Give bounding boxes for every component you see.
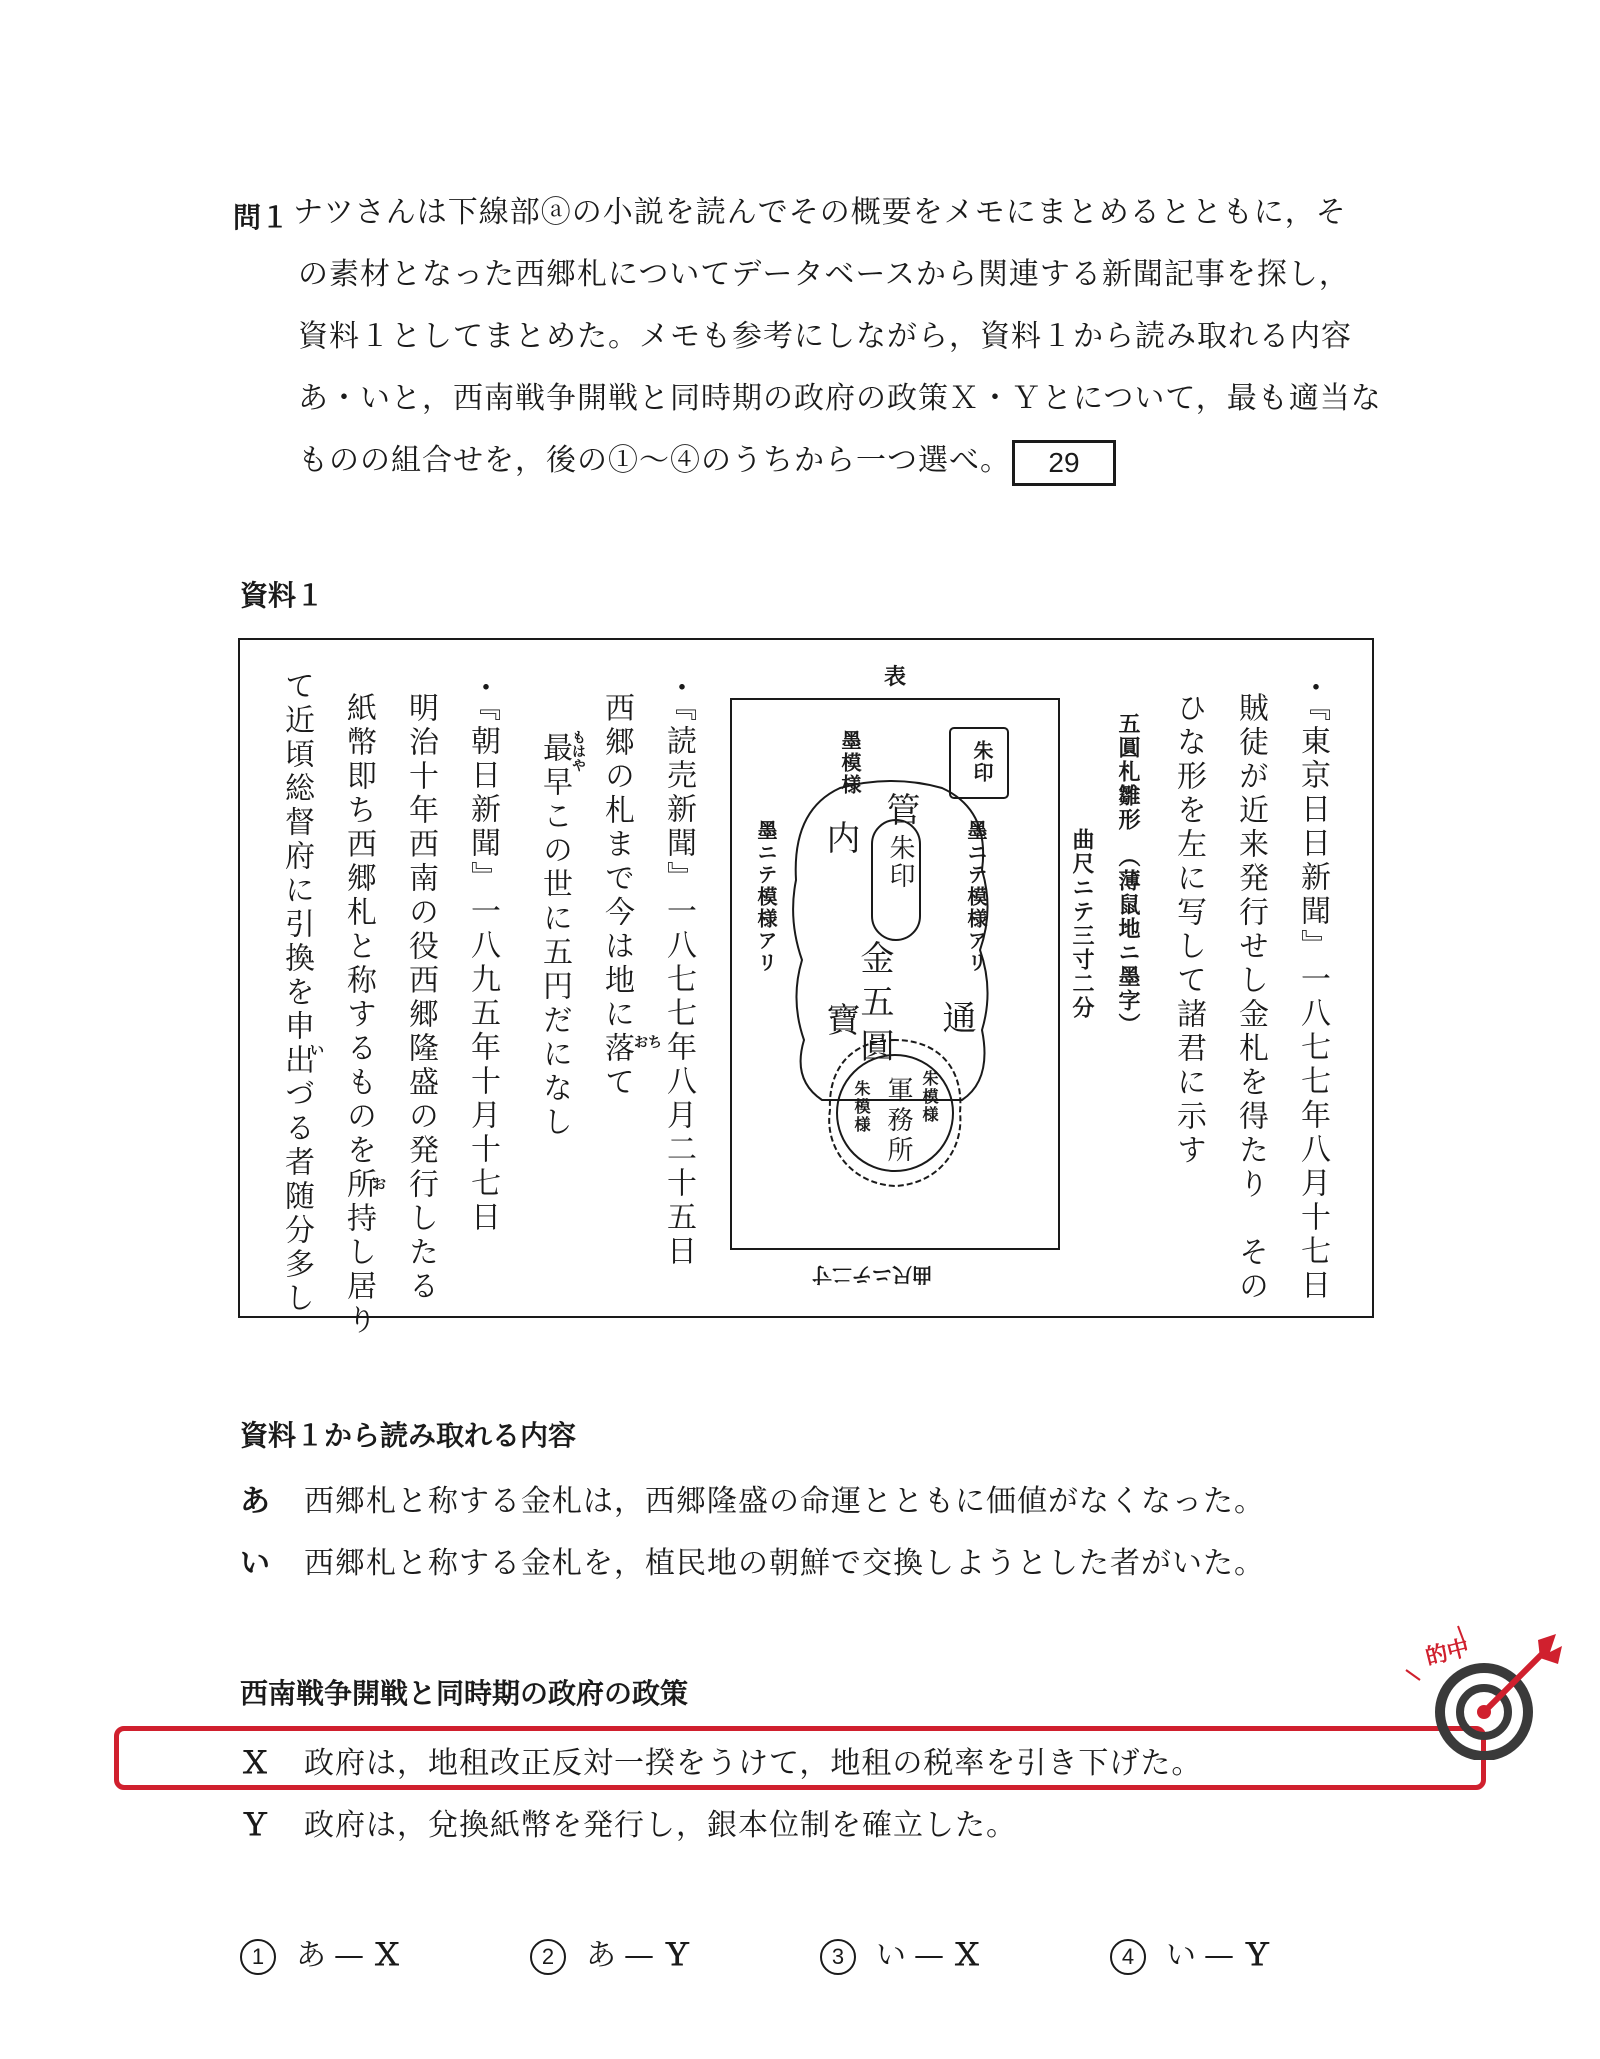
note-front-label: 表 [884, 665, 907, 690]
question-line-1: ナツさんは下線部ⓐの小説を読んでその概要をメモにまとめるとともに，そ [293, 195, 1347, 230]
note-seal-pattern-left: 朱模様 [852, 1080, 871, 1134]
yomiuri-body-1: 西郷の札まで今は地に落て [599, 692, 634, 1100]
furigana-ochi: おち [634, 1035, 662, 1051]
choice-1-dash: — [334, 1938, 364, 1973]
statement-a-key: あ [240, 1484, 271, 1519]
question-line-5: ものの組合せを，後の①〜④のうちから一つ選べ。 [298, 443, 1011, 478]
question-line-4: あ・いと，西南戦争開戦と同時期の政府の政策Ｘ・Ｙとについて，最も適当な [298, 381, 1382, 416]
note-nai: 内 [820, 820, 860, 864]
choice-4-right: Ｙ [1242, 1939, 1272, 1972]
yomiuri-header: ・『読売新聞』一八七七年八月二十五日 [661, 672, 696, 1269]
choice-2-right: Ｙ [662, 1939, 692, 1972]
note-ho: 寶 [820, 1002, 860, 1046]
choice-4[interactable] [1110, 1930, 1272, 1975]
choice-1-right: Ｘ [372, 1939, 402, 1972]
choice-3[interactable] [820, 1930, 982, 1975]
choice-4-left: い [1166, 1938, 1196, 1973]
furigana-i: い [310, 1043, 324, 1059]
choice-2-left: あ [586, 1938, 616, 1973]
section-b-title: 西南戦争開戦と同時期の政府の政策 [240, 1677, 689, 1710]
choice-3-dash: — [914, 1938, 944, 1973]
furigana-o: お [372, 1177, 386, 1193]
note-size-caption: 曲尺ニテ三寸二分 [1069, 828, 1094, 1020]
note-seal-pattern-right: 朱模様 [920, 1070, 939, 1124]
statement-i-key: い [240, 1546, 271, 1581]
question-line-2: の素材となった西郷札についてデータベースから関連する新聞記事を探し， [298, 257, 1350, 292]
statement-a [240, 1476, 1265, 1520]
answer-number-box: 29 [1012, 440, 1116, 486]
asahi-body-1: 明治十年西南の役西郷隆盛の発行したる [403, 692, 438, 1304]
asahi-header: ・『朝日新聞』一八九五年十月十七日 [465, 672, 500, 1235]
furigana-moha: もはや [570, 730, 586, 772]
policy-x-key: Ｘ [240, 1746, 271, 1781]
policy-x-text: 政府は，地租改正反対一揆をうけて，地租の税率を引き下げた。 [304, 1746, 1203, 1781]
policy-y-text: 政府は，兌換紙幣を発行し，銀本位制を確立した。 [304, 1808, 1017, 1843]
policy-y-key: Ｙ [240, 1808, 271, 1843]
question-line-3: 資料１としてまとめた。メモも参考にしながら，資料１から読み取れる内容 [298, 319, 1352, 354]
asahi-body-3: て近頃総督府に引換を申出づる者随分多し [279, 670, 314, 1316]
tokyo-nichinichi-body-1: 賊徒が近来発行せし金札を得たり その [1233, 692, 1268, 1304]
target-icon [1398, 1610, 1568, 1760]
choice-1[interactable] [240, 1930, 402, 1975]
choice-2[interactable] [530, 1930, 692, 1975]
choice-3-number: 3 [820, 1939, 856, 1975]
note-seal-center: 朱印 [885, 834, 915, 890]
note-kin-go-en: 金五圓 [854, 940, 894, 1072]
asahi-body-2: 紙幣即ち西郷札と称するものを所持し居り [341, 692, 376, 1338]
choice-1-left: あ [296, 1938, 326, 1973]
section-a-title: 資料１から読み取れる内容 [240, 1419, 577, 1452]
note-pattern-label: 墨模様 [838, 730, 862, 796]
tokyo-nichinichi-header: ・『東京日日新聞』一八七七年八月十七日 [1295, 672, 1330, 1303]
tokyo-nichinichi-body-2: ひな形を左に写して諸君に示す [1171, 692, 1206, 1168]
note-seal-text: 軍務所 [883, 1076, 913, 1166]
note-kan: 管 [880, 792, 920, 836]
badge-label: 的中 [1423, 1635, 1472, 1671]
banknote-illustration [730, 698, 1060, 1250]
choice-3-left: い [876, 1938, 906, 1973]
statement-i-text: 西郷札と称する金札を，植民地の朝鮮で交換しようとした者がいた。 [304, 1546, 1265, 1581]
question-number: 問１ [233, 201, 290, 234]
note-pattern-text-right: 墨ニテ模様アリ [964, 820, 988, 974]
policy-y [240, 1800, 1017, 1844]
note-bottom-measure: 曲尺ニテ二寸 [812, 1263, 932, 1287]
note-stamp-label: 朱印 [970, 740, 994, 784]
note-caption: 五圓札雛形 （薄鼠地ニ墨字） [1115, 712, 1140, 1037]
statement-i [240, 1538, 1265, 1582]
choice-4-number: 4 [1110, 1939, 1146, 1975]
choice-4-dash: — [1204, 1938, 1234, 1973]
highlight-box [114, 1726, 1486, 1790]
choice-3-right: Ｘ [952, 1939, 982, 1972]
choice-1-number: 1 [240, 1939, 276, 1975]
yomiuri-body-2: 最早この世に五円だになし [537, 732, 572, 1140]
material-title: 資料１ [240, 579, 325, 612]
choice-2-dash: — [624, 1938, 654, 1973]
note-tsu: 通 [936, 1000, 976, 1044]
note-pattern-text-left: 墨ニテ模様アリ [754, 820, 778, 974]
choice-2-number: 2 [530, 1939, 566, 1975]
statement-a-text: 西郷札と称する金札は，西郷隆盛の命運とともに価値がなくなった。 [304, 1484, 1265, 1519]
